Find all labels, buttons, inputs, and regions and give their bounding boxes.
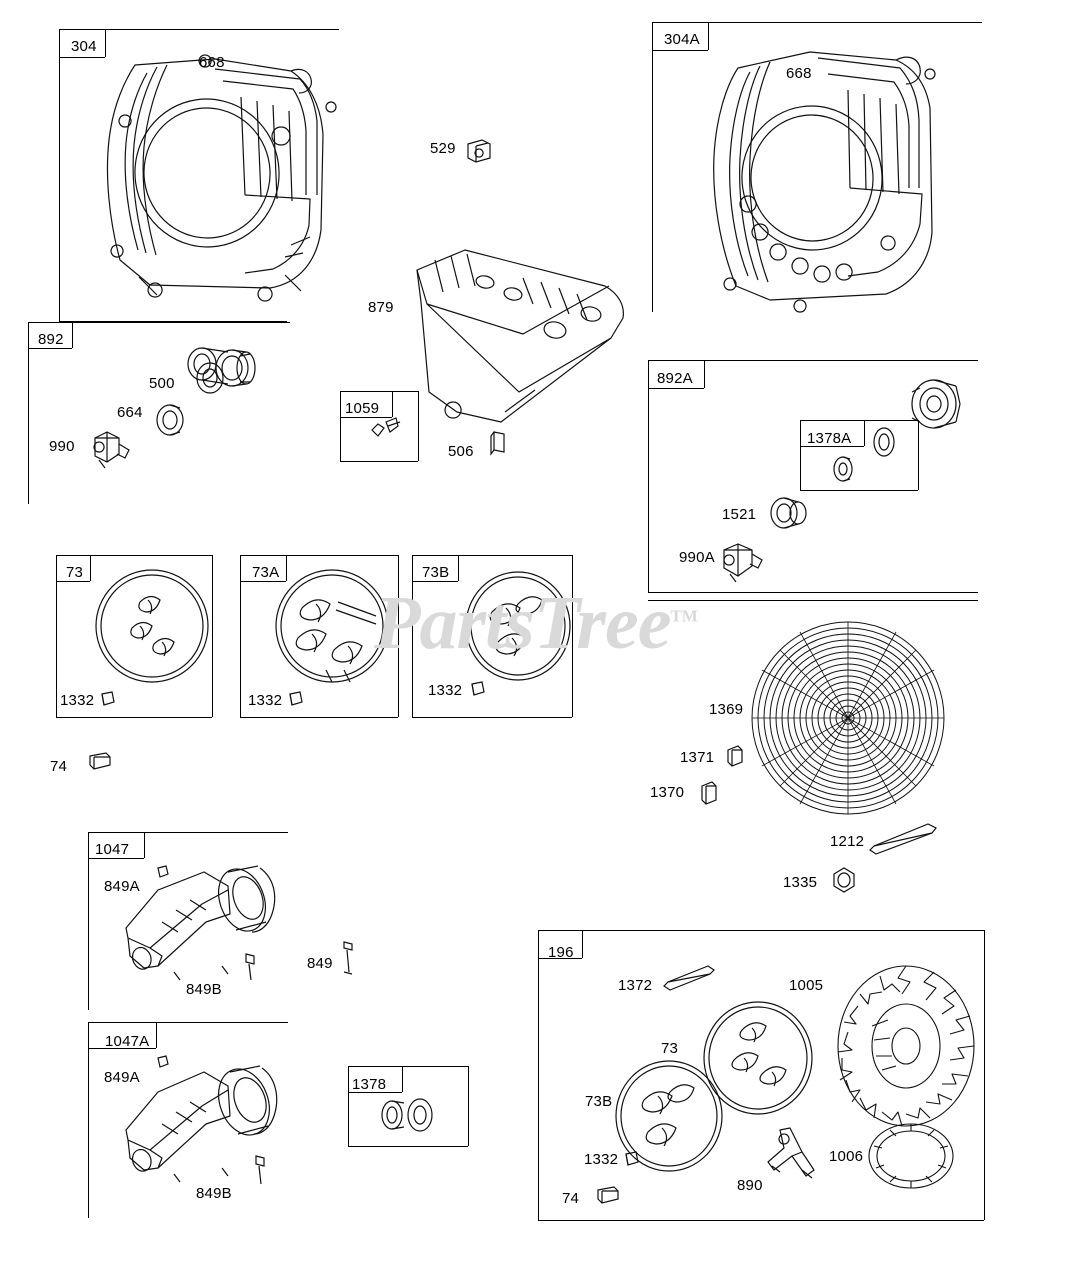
callout-196: 196 bbox=[548, 944, 574, 961]
callout-1332-detail: 1332 bbox=[584, 1151, 619, 1168]
part-1370-drawing bbox=[696, 778, 722, 808]
part-879-rewind-cover-drawing bbox=[405, 242, 635, 432]
part-990A-drawing bbox=[712, 536, 766, 584]
group-196-right-rule bbox=[984, 930, 985, 1220]
callout-506: 506 bbox=[448, 443, 474, 460]
callout-1521: 1521 bbox=[722, 506, 757, 523]
part-849A-drawing bbox=[152, 862, 174, 884]
part-1335-nut-drawing bbox=[826, 864, 860, 896]
group-304-top-rule bbox=[59, 29, 339, 30]
blower-housing-304-drawing bbox=[95, 45, 335, 305]
watermark-trademark: TM bbox=[670, 606, 698, 626]
callout-74-detail: 74 bbox=[562, 1190, 580, 1207]
callout-1332-a: 1332 bbox=[60, 692, 95, 709]
part-849B-drawing bbox=[238, 950, 262, 984]
part-1372-key-drawing bbox=[660, 962, 716, 992]
callout-1212: 1212 bbox=[830, 833, 865, 850]
group-196-bottom-rule bbox=[538, 1220, 984, 1221]
callout-1369: 1369 bbox=[709, 701, 744, 718]
group-892A-left-rule bbox=[648, 360, 649, 592]
callout-664: 664 bbox=[117, 404, 143, 421]
callout-73-detail: 73 bbox=[661, 1040, 679, 1057]
callout-73B-detail: 73B bbox=[585, 1093, 613, 1110]
callout-1378A: 1378A bbox=[807, 430, 852, 447]
part-1212-key-drawing bbox=[866, 820, 940, 856]
part-73A-screen-drawing bbox=[272, 566, 396, 692]
group-73B-bottom-rule bbox=[412, 717, 572, 718]
callout-73A: 73A bbox=[252, 564, 280, 581]
part-1059-screw-drawing bbox=[366, 412, 406, 446]
callout-1335: 1335 bbox=[783, 874, 818, 891]
group-73-label-right bbox=[90, 555, 91, 581]
group-304A-top-rule bbox=[652, 22, 982, 23]
group-892-top-rule bbox=[28, 322, 290, 323]
group-1378A-bottom-rule bbox=[800, 490, 918, 491]
group-892-label-right bbox=[72, 322, 73, 348]
group-73B-label-right bbox=[458, 555, 459, 581]
callout-1371: 1371 bbox=[680, 749, 715, 766]
part-1332-detail-drawing bbox=[620, 1148, 644, 1170]
group-892-left-rule bbox=[28, 322, 29, 504]
group-1378A-label-right bbox=[864, 420, 865, 446]
callout-879: 879 bbox=[368, 299, 394, 316]
part-1378-washer-drawing bbox=[374, 1094, 444, 1136]
callout-668: 668 bbox=[199, 54, 225, 71]
callout-849A: 849A bbox=[104, 878, 140, 895]
callout-1332-b: 1332 bbox=[248, 692, 283, 709]
callout-500: 500 bbox=[149, 375, 175, 392]
group-304-left-rule bbox=[59, 29, 60, 321]
group-1378A-left-rule bbox=[800, 420, 801, 490]
part-500-drawing bbox=[190, 358, 230, 398]
group-1047A-top-rule bbox=[88, 1022, 288, 1023]
callout-890: 890 bbox=[737, 1177, 763, 1194]
group-196-left-rule bbox=[538, 930, 539, 1220]
callout-990A: 990A bbox=[679, 549, 715, 566]
group-1047A-left-rule bbox=[88, 1022, 89, 1218]
group-73A-top-rule bbox=[240, 555, 398, 556]
callout-668-a: 668 bbox=[786, 65, 812, 82]
group-73-left-rule bbox=[56, 555, 57, 717]
callout-529: 529 bbox=[430, 140, 456, 157]
part-1006-ring-drawing bbox=[866, 1120, 956, 1192]
group-1378-top-rule bbox=[348, 1066, 468, 1067]
part-1521-drawing bbox=[762, 492, 812, 534]
callout-1378: 1378 bbox=[352, 1076, 387, 1093]
group-73B-label-underline bbox=[412, 581, 458, 582]
part-73B-screen-drawing bbox=[462, 566, 574, 688]
part-892A-clutch-drawing bbox=[900, 372, 970, 438]
group-73A-left-rule bbox=[240, 555, 241, 717]
callout-1332-c: 1332 bbox=[428, 682, 463, 699]
part-506-drawing bbox=[486, 428, 512, 458]
part-1369-flywheel-drawing bbox=[748, 618, 948, 818]
group-73-label-underline bbox=[56, 581, 90, 582]
group-1059-bottom-rule bbox=[340, 461, 418, 462]
part-1371-drawing bbox=[722, 742, 748, 770]
callout-1047: 1047 bbox=[95, 841, 130, 858]
group-1047-top-rule bbox=[88, 832, 288, 833]
part-1378A-washer-drawing bbox=[866, 424, 902, 460]
callout-1005: 1005 bbox=[789, 977, 824, 994]
part-1005-fan-drawing bbox=[822, 960, 982, 1130]
part-849A-2-drawing bbox=[152, 1052, 174, 1074]
callout-849: 849 bbox=[307, 955, 333, 972]
callout-304A: 304A bbox=[664, 31, 700, 48]
group-1378A-top-rule bbox=[800, 420, 918, 421]
group-73A-bottom-rule bbox=[240, 717, 398, 718]
group-1378-left-rule bbox=[348, 1066, 349, 1146]
callout-73: 73 bbox=[66, 564, 84, 581]
group-73A-right-rule bbox=[398, 555, 399, 717]
group-1378-bottom-rule bbox=[348, 1146, 468, 1147]
callout-1059: 1059 bbox=[345, 400, 380, 417]
group-1059-top-rule bbox=[340, 391, 418, 392]
part-990-drawing bbox=[85, 424, 135, 472]
part-1332-c-drawing bbox=[466, 678, 490, 700]
callout-892: 892 bbox=[38, 331, 64, 348]
part-849B-2-drawing bbox=[248, 1152, 272, 1188]
callout-849B: 849B bbox=[186, 981, 222, 998]
callout-74: 74 bbox=[50, 758, 68, 775]
callout-1372: 1372 bbox=[618, 977, 653, 994]
part-74-detail-drawing bbox=[592, 1182, 624, 1208]
group-1059-left-rule bbox=[340, 391, 341, 461]
part-664-drawing bbox=[148, 400, 192, 440]
group-1378A-right-rule bbox=[918, 420, 919, 490]
group-892A-bottom-rule bbox=[648, 592, 978, 593]
callout-990: 990 bbox=[49, 438, 75, 455]
group-196-label-right bbox=[582, 930, 583, 958]
group-73B-top-rule bbox=[412, 555, 572, 556]
part-529-drawing bbox=[462, 136, 498, 166]
group-1059-right-rule bbox=[418, 391, 419, 461]
callout-304: 304 bbox=[71, 38, 97, 55]
group-1378-right-rule bbox=[468, 1066, 469, 1146]
group-892A-top-rule bbox=[648, 360, 978, 361]
callout-849B-2: 849B bbox=[196, 1185, 232, 1202]
group-196-top-rule bbox=[538, 930, 984, 931]
blower-housing-304A-drawing bbox=[700, 38, 950, 308]
part-74-drawing bbox=[84, 748, 116, 774]
group-304A-left-rule bbox=[652, 22, 653, 312]
group-892A-label-underline bbox=[648, 388, 704, 389]
callout-1006: 1006 bbox=[829, 1148, 864, 1165]
part-1332-b-drawing bbox=[284, 688, 308, 710]
callout-73B: 73B bbox=[422, 564, 450, 581]
flywheel-group-top-rule bbox=[648, 600, 978, 601]
group-892A-label-right bbox=[704, 360, 705, 388]
group-73B-left-rule bbox=[412, 555, 413, 717]
callout-849A-2: 849A bbox=[104, 1069, 140, 1086]
part-1047-starter-drawing bbox=[110, 852, 290, 992]
callout-892A: 892A bbox=[657, 370, 693, 387]
group-73-top-rule bbox=[56, 555, 212, 556]
group-73-bottom-rule bbox=[56, 717, 212, 718]
group-892-label-underline bbox=[28, 348, 72, 349]
part-849-bolt-drawing bbox=[338, 938, 360, 978]
part-1332-a-drawing bbox=[96, 688, 120, 710]
part-73-screen-drawing bbox=[92, 566, 214, 690]
part-890-bracket-drawing bbox=[758, 1126, 824, 1192]
callout-1047A: 1047A bbox=[105, 1033, 150, 1050]
group-1378-label-right bbox=[402, 1066, 403, 1092]
watermark-text: PartsTree bbox=[374, 581, 671, 665]
callout-1370: 1370 bbox=[650, 784, 685, 801]
part-1378A-bushing-drawing bbox=[826, 452, 860, 486]
